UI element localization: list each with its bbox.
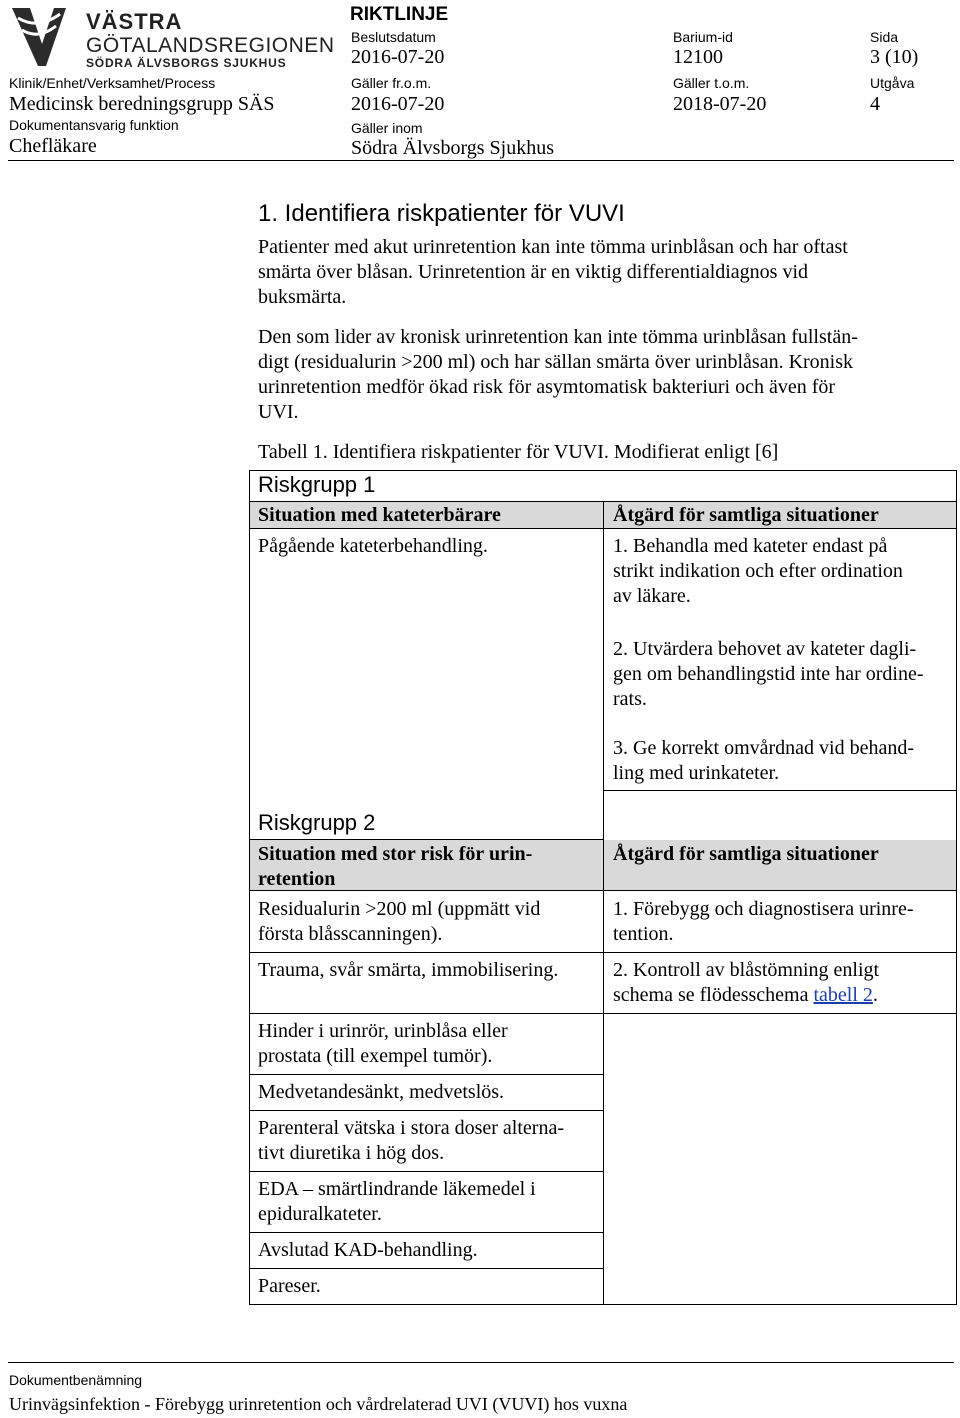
action-line: 2. Utvärdera behovet av kateter dagli- [613,638,917,660]
situation-eda [258,1177,536,1227]
riskgrupp-1-action-3 [613,736,914,786]
sida-label: Sida [870,29,899,45]
paragraph-line: Den som lider av kronisk urinretention kan inte tömma urinblåsan fullstän- [258,326,858,348]
action-line: 2. Kontroll av blåstömning enligt [613,959,880,981]
beslutsdatum-value: 2016-07-20 [351,46,445,68]
riskgrupp-1-action-2 [613,637,923,712]
action-line: 3. Ge korrekt omvårdnad vid behand- [613,737,915,759]
table-rule [249,952,603,953]
situation-line: EDA – smärtlindrande läkemedel i [258,1178,536,1200]
org-name-line3: SÖDRA ÄLVSBORGS SJUKHUS [86,56,287,70]
paragraph-line: buksmärta. [258,286,347,308]
action-text: . [872,984,878,1006]
action-line: rats. [613,688,647,710]
document-type: RIKTLINJE [350,4,449,25]
galler-inom-value: Södra Älvsborgs Sjukhus [351,137,554,159]
riskgrupp-1-col2-header: Åtgärd för samtliga situationer [613,504,879,526]
action-text: schema se flödesschema [613,984,814,1006]
table-rule [603,790,957,791]
utgava-label: Utgåva [870,75,915,91]
table-rule [249,1074,603,1075]
galler-from-label: Gäller fr.o.m. [351,75,432,91]
situation-kad: Avslutad KAD-behandling. [258,1239,478,1261]
footer-label: Dokumentbenämning [9,1372,143,1388]
footer-document-title: Urinvägsinfektion - Förebygg urinretention och vårdrelaterad UVI (VUVI) hos vuxna [9,1394,628,1414]
paragraph-line: urinretention medför ökad risk för asymtomatisk bakteriuri och även för [258,376,836,398]
galler-to-label: Gäller t.o.m. [673,75,750,91]
table-rule [603,952,957,953]
action-line [613,983,879,1008]
situation-parenteral [258,1116,564,1166]
paragraph-kronisk [258,325,938,425]
org-name-line1: VÄSTRA [86,9,183,34]
situation-line: första blåsscanningen). [258,923,443,945]
risk-table [249,470,957,1305]
process-label: Klinik/Enhet/Verksamhet/Process [9,75,216,91]
table-rule [249,1232,603,1233]
utgava-value: 4 [870,93,880,115]
beslutsdatum-label: Beslutsdatum [351,29,436,45]
process-value: Medicinsk beredningsgrupp SÄS [9,93,275,115]
situation-line: epiduralkateter. [258,1203,382,1225]
header-line: Situation med stor risk för urin- [258,843,533,865]
table-rule [249,1013,603,1014]
situation-hinder [258,1019,508,1069]
action-line: av läkare. [613,585,691,607]
sida-value: 3 (10) [870,46,919,68]
action-line: gen om behandlingstid inte har ordine- [613,663,924,685]
action-line: tention. [613,923,674,945]
action-line: 1. Förebygg och diagnostisera urinre- [613,898,914,920]
situation-line: Hinder i urinrör, urinblåsa eller [258,1020,508,1042]
galler-from-value: 2016-07-20 [351,93,445,115]
riskgrupp-2-action-2 [613,958,879,1008]
riskgrupp-2-title: Riskgrupp 2 [258,810,376,835]
situation-line: Parenteral vätska i stora doser alterna- [258,1117,564,1139]
region-logo-icon [8,4,70,70]
column-divider [603,501,604,791]
paragraph-line: UVI. [258,401,299,423]
situation-line: tivt diuretika i hög dos. [258,1142,445,1164]
table-rule [603,1013,957,1014]
footer-divider [8,1362,954,1363]
section-heading: 1. Identifiera riskpatienter för VUVI [258,200,625,227]
action-line: ling med urinkateter. [613,762,780,784]
header-divider [8,160,954,161]
tabell-2-link[interactable]: tabell 2 [813,984,873,1006]
table-caption: Tabell 1. Identifiera riskpatienter för VUVI. Modifierat enligt [6] [258,441,779,463]
galler-inom-label: Gäller inom [351,120,423,136]
riskgrupp-2-col1-header [258,842,532,892]
riskgrupp-2-action-1 [613,897,913,947]
action-line: 1. Behandla med kateter endast på [613,535,888,557]
header-line: retention [258,868,336,890]
riskgrupp-1-col1-header: Situation med kateterbärare [258,504,501,526]
paragraph-line: digt (residualurin >200 ml) och har sällan smärta över urinblåsan. Kronisk [258,351,854,373]
table-rule [249,1171,603,1172]
situation-trauma: Trauma, svår smärta, immobilisering. [258,959,559,981]
paragraph-line: Patienter med akut urinretention kan inte tömma urinblåsan och har oftast [258,236,848,258]
situation-residualurin [258,897,540,947]
situation-line: prostata (till exempel tumör). [258,1045,493,1067]
paragraph-line: smärta över blåsan. Urinretention är en viktig differentialdiagnos vid [258,261,809,283]
riskgrupp-1-situation: Pågående kateterbehandling. [258,535,488,557]
ansvarig-value: Chefläkare [9,135,97,157]
table-rule [249,1268,603,1269]
paragraph-akut [258,235,938,310]
org-name-line2: GÖTALANDSREGIONEN [86,34,335,57]
galler-to-value: 2018-07-20 [673,93,767,115]
action-line: strikt indikation och efter ordination [613,560,903,582]
riskgrupp-1-action-1 [613,534,903,609]
barium-id-label: Barium-id [673,29,733,45]
riskgrupp-2-col2-header: Åtgärd för samtliga situationer [613,843,879,865]
column-divider [603,790,604,1305]
situation-medvetandesankt: Medvetandesänkt, medvetslös. [258,1081,505,1103]
riskgrupp-1-title: Riskgrupp 1 [258,472,376,497]
situation-pareser: Pareser. [258,1275,321,1297]
org-logo [8,4,335,70]
situation-line: Residualurin >200 ml (uppmätt vid [258,898,541,920]
table-rule [249,1110,603,1111]
barium-id-value: 12100 [673,46,723,68]
ansvarig-label: Dokumentansvarig funktion [9,117,179,133]
